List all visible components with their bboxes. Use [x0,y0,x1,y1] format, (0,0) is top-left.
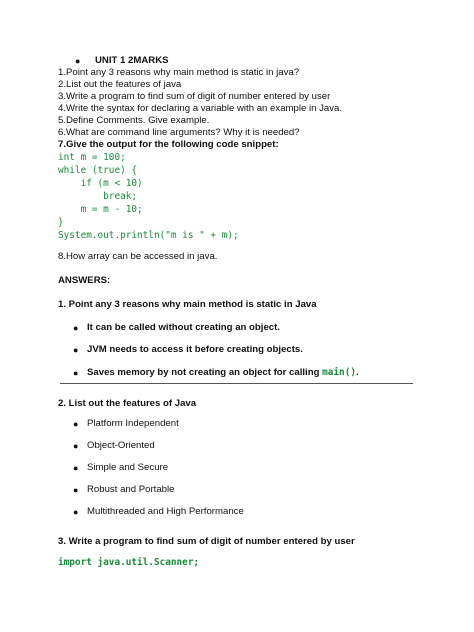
answer-2-item: Platform Independent [87,418,179,429]
answers-heading: ANSWERS: [58,275,111,286]
answer-1-item: JVM needs to access it before creating objects. [87,344,303,355]
answer-2-item: Object-Oriented [87,440,155,451]
horizontal-divider [60,383,413,384]
bullet-icon: ● [73,345,79,355]
question-3: 3.Write a program to find sum of digit of number entered by user [58,91,331,102]
answer-1-item-tail: . [356,367,359,378]
answer-3-heading: 3. Write a program to find sum of digit of number entered by user [58,536,355,547]
code-line: } [58,217,64,228]
code-line: while (true) { [58,165,138,176]
bullet-icon: ● [73,463,79,473]
answer-1-heading: 1. Point any 3 reasons why main method is static in Java [58,299,317,310]
inline-code: main() [322,367,356,378]
question-1: 1.Point any 3 reasons why main method is static in java? [58,67,300,78]
question-2: 2.List out the features of java [58,79,182,90]
bullet-icon: ● [73,507,79,517]
answer-2-item: Robust and Portable [87,484,175,495]
bullet-icon: ● [73,419,79,429]
bullet-icon: ● [73,368,79,378]
code-line: int m = 100; [58,152,126,163]
question-5: 5.Define Comments. Give example. [58,115,210,126]
answer-2-item: Multithreaded and High Performance [87,506,244,517]
answer-1-item [87,367,359,379]
bullet-icon: ● [75,56,81,66]
answer-1-item: It can be called without creating an object. [87,322,280,333]
question-8: 8.How array can be accessed in java. [58,251,218,262]
question-4: 4.Write the syntax for declaring a variable with an example in Java. [58,103,343,114]
code-line: import java.util.Scanner; [58,557,200,568]
answer-1-item-text: Saves memory by not creating an object for calling [87,367,323,378]
bullet-icon: ● [73,441,79,451]
bullet-icon: ● [73,323,79,333]
unit-title: UNIT 1 2MARKS [95,55,169,66]
bullet-icon: ● [73,485,79,495]
answer-2-heading: 2. List out the features of Java [58,398,197,409]
code-line: m = m - 10; [58,204,143,215]
question-7: 7.Give the output for the following code snippet: [58,139,279,150]
code-line: System.out.println("m is " + m); [58,230,239,241]
question-6: 6.What are command line arguments? Why it is needed? [58,127,300,138]
answer-2-item: Simple and Secure [87,462,169,473]
code-line: break; [58,191,138,202]
code-line: if (m < 10) [58,178,143,189]
